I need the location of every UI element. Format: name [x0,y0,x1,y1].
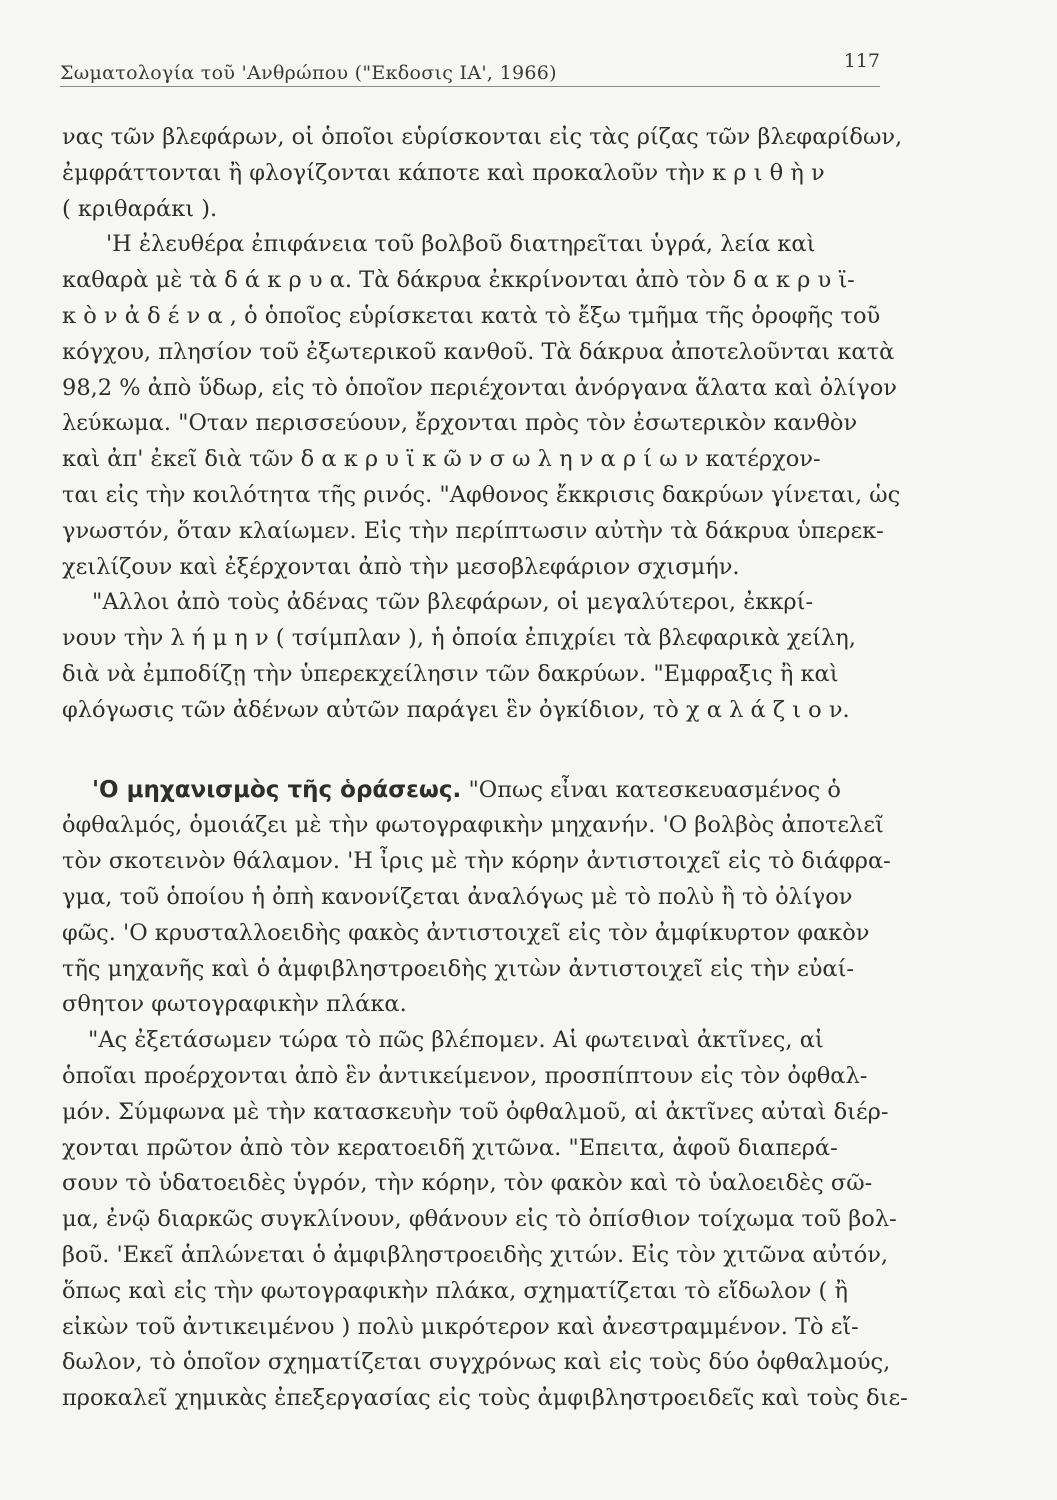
text-line: ὀφθαλμός, ὁμοιάζει μὲ τὴν φωτογραφικὴν μηχανήν. 'Ο βολβὸς ἀποτελεῖ [62,812,884,839]
text-line: χονται πρῶτον ἀπὸ τὸν κερατοειδῆ χιτῶνα. "Επειτα, ἀφοῦ διαπερά- [62,1134,838,1161]
section-vision-mechanism [62,773,912,1417]
text-line: χειλίζουν καὶ ἐξέρχονται ἀπὸ τὴν μεσοβλεφάριον σχισμήν. [62,553,740,580]
text-line: καὶ ἀπ' ἐκεῖ διὰ τῶν δ α κ ρ υ ϊ κ ῶ ν σ ω λ η ν α ρ ί ω ν κατέρχον- [62,446,821,473]
text-line: νας τῶν βλεφάρων, οἱ ὁποῖοι εὑρίσκονται εἰς τὰς ρίζας τῶν βλεφαρίδων, [62,124,903,150]
text-line: προκαλεῖ χημικὰς ἐπεξεργασίας εἰς τοὺς ἀμφιβληστροειδεῖς καὶ τοὺς διε- [62,1385,908,1412]
section-gap [62,729,912,773]
text-line: 'Η ἐλευθέρα ἐπιφάνεια τοῦ βολβοῦ διατηρεῖται ὑγρά, λεία καὶ [106,231,816,258]
text-line: "Αλλοι ἀπὸ τοὺς ἀδένας τῶν βλεφάρων, οἱ μεγαλύτεροι, ἐκκρί- [92,589,814,616]
text-line: γμα, τοῦ ὁποίου ἡ ὀπὴ κανονίζεται ἀναλόγως μὲ τὸ πολὺ ἢ τὸ ὀλίγον [62,883,853,910]
text-line: μα, ἐνῷ διαρκῶς συγκλίνουν, φθάνουν εἰς τὸ ὀπίσθιον τοίχωμα τοῦ βολ- [62,1206,897,1233]
text-line: 98,2 % ἀπὸ ὕδωρ, εἰς τὸ ὁποῖον περιέχονται ἀνόργανα ἅλατα καὶ ὀλίγον [62,374,897,401]
text-line: γνωστόν, ὅταν κλαίωμεν. Εἰς τὴν περίπτωσιν αὐτὴν τὰ δάκρυα ὑπερεκ- [62,517,884,544]
text-line: φλόγωσις τῶν ἀδένων αὐτῶν παράγει ἓν ὀγκίδιον, τὸ χ α λ ά ζ ι ο ν. [62,696,850,723]
text-line: φῶς. 'Ο κρυσταλλοειδὴς φακὸς ἀντιστοιχεῖ εἰς τὸν ἀμφίκυρτον φακὸν [62,919,870,946]
text-line: ὁποῖαι προέρχονται ἀπὸ ἓν ἀντικείμενον, προσπίπτουν εἰς τὸν ὀφθαλ- [62,1062,868,1089]
body-text [62,120,912,1417]
page-number: 117 [843,50,880,72]
running-title: Σωματολογία τοῦ 'Ανθρώπου ("Εκδοσις ΙΑ', 1966) [60,62,557,84]
paragraph-tear-glands [62,120,912,729]
text-line: σουν τὸ ὑδατοειδὲς ὑγρόν, τὴν κόρην, τὸν φακὸν καὶ τὸ ὑαλοειδὲς σῶ- [62,1170,873,1197]
text-line: νουν τὴν λ ή μ η ν ( τσίμπλαν ), ἡ ὁποία ἐπιχρίει τὰ βλεφαρικὰ χείλη, [62,625,856,652]
text-line: ται εἰς τὴν κοιλότητα τῆς ρινός. "Αφθονος ἔκκρισις δακρύων γίνεται, ὡς [62,481,901,508]
text-line: εἰκὼν τοῦ ἀντικειμένου ) πολὺ μικρότερον καὶ ἀνεστραμμένον. Τὸ εἴ- [62,1313,859,1340]
text-line: ( κριθαράκι ). [62,195,218,222]
section-first-line [62,773,912,809]
text-line: σθητον φωτογραφικὴν πλάκα. [62,991,407,1018]
text-line: καθαρὰ μὲ τὰ δ ά κ ρ υ α. Τὰ δάκρυα ἐκκρίνονται ἀπὸ τὸν δ α κ ρ υ ϊ- [62,267,855,294]
text-line: τῆς μηχανῆς καὶ ὁ ἀμφιβληστροειδὴς χιτὼν ἀντιστοιχεῖ εἰς τὴν εὐαί- [62,955,855,982]
text-line: ὅπως καὶ εἰς τὴν φωτογραφικὴν πλάκα, σχηματίζεται τὸ εἴδωλον ( ἢ [62,1277,848,1304]
text-line: "Οπως εἶναι κατεσκευασμένος ὁ [468,776,841,803]
text-line: μόν. Σύμφωνα μὲ τὴν κατασκευὴν τοῦ ὀφθαλμοῦ, αἱ ἀκτῖνες αὐταὶ διέρ- [62,1098,889,1125]
text-line: κόγχου, πλησίον τοῦ ἐξωτερικοῦ κανθοῦ. Τὰ δάκρυα ἀποτελοῦνται κατὰ [62,338,895,365]
text-line: τὸν σκοτεινὸν θάλαμον. 'Η ἶρις μὲ τὴν κόρην ἀντιστοιχεῖ εἰς τὸ διάφρα- [62,848,891,875]
section-heading: 'Ο μηχανισμὸς τῆς ὁράσεως. [92,776,462,803]
page-header [60,50,880,90]
text-line: κ ὸ ν ἀ δ έ ν α , ὁ ὁποῖος εὑρίσκεται κατὰ τὸ ἔξω τμῆμα τῆς ὀροφῆς τοῦ [62,302,881,329]
text-line: διὰ νὰ ἐμποδίζῃ τὴν ὑπερεκχείλησιν τῶν δακρύων. "Εμφραξις ἢ καὶ [62,660,839,687]
text-line: "Ας ἐξετάσωμεν τώρα τὸ πῶς βλέπομεν. Αἱ φωτειναὶ ἀκτῖνες, αἱ [88,1027,824,1054]
header-rule [60,86,880,87]
text-line: λεύκωμα. "Οταν περισσεύουν, ἔρχονται πρὸς τὸν ἐσωτερικὸν κανθὸν [62,410,858,437]
text-line: βοῦ. 'Εκεῖ ἁπλώνεται ὁ ἀμφιβληστροειδὴς χιτών. Εἰς τὸν χιτῶνα αὐτόν, [62,1241,889,1268]
text-line: δωλον, τὸ ὁποῖον σχηματίζεται συγχρόνως καὶ εἰς τοὺς δύο ὀφθαλμούς, [62,1349,891,1376]
text-line: ἐμφράττονται ἢ φλογίζονται κάποτε καὶ προκαλοῦν τὴν κ ρ ι θ ὴ ν [62,159,825,186]
